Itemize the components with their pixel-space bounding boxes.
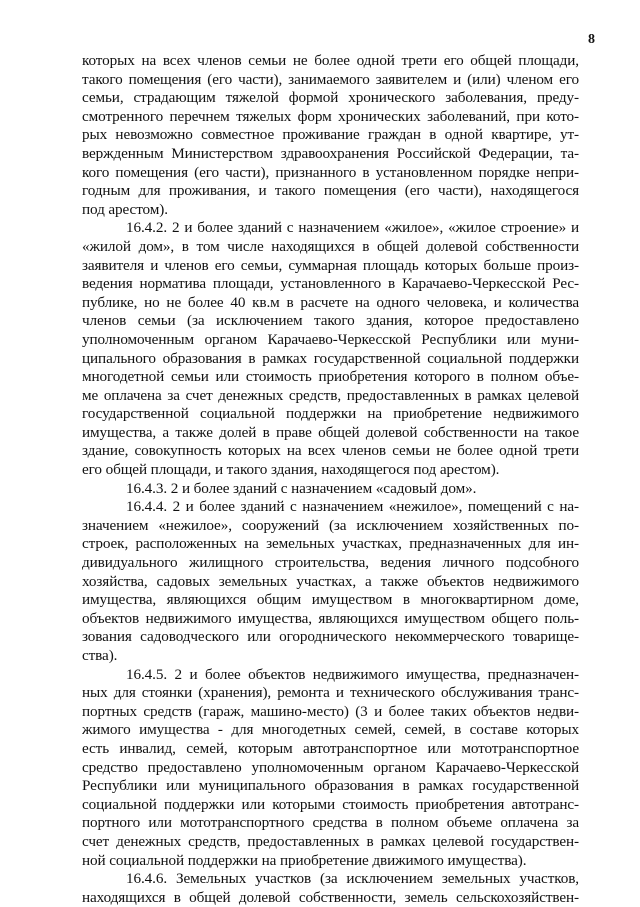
text-line: членов семьи (за исключением такого здания, которое предоставлено: [82, 312, 579, 330]
text-line: дивидуального жилищного строительства, ведения личного подсобного: [82, 554, 579, 572]
text-line: ства).: [82, 647, 118, 664]
text-line: значением «нежилое», сооружений (за исключением хозяйственных по-: [82, 516, 579, 534]
text-line: 16.4.2. 2 и более зданий с назначением «жилое», «жилое строение» и: [126, 219, 579, 237]
text-line: ципального образования в рамках государственной социальной поддержки: [82, 349, 579, 367]
text-line: смотренного перечнем тяжелых форм хронических заболеваний, при кото-: [82, 107, 579, 125]
text-line: 16.4.4. 2 и более зданий с назначением «нежилое», помещений с на-: [126, 498, 579, 516]
text-line: Республики или муниципального образования в рамках государственной: [82, 777, 579, 795]
page-number: 8: [588, 32, 595, 47]
text-line: находящихся в общей долевой собственности, земель сельскохозяйствен-: [82, 888, 579, 906]
text-line: 16.4.3. 2 и более зданий с назначением «садовый дом».: [126, 479, 477, 497]
text-line: под арестом).: [82, 200, 168, 218]
text-line: портного или мототранспортного средства в полном объеме оплачена за: [82, 814, 579, 832]
text-line: зования садоводческого или огороднического некоммерческого товарище-: [82, 628, 579, 646]
text-line: есть инвалид, семей, которым автотранспортное или мототранспортное: [82, 739, 579, 757]
text-line: имущества, а также долей в праве общей долевой собственности на такое: [82, 423, 579, 441]
text-line: которых на всех членов семьи не более одной трети его общей площади,: [82, 52, 579, 69]
text-line: 16.4.6. Земельных участков (за исключением земельных участков,: [126, 870, 579, 888]
text-line: публике, но не более 40 кв.м в расчете на одного человека, и количества: [82, 293, 579, 311]
text-line: ной социальной поддержки на приобретение движимого имущества).: [82, 851, 527, 869]
text-line: заявителя и членов его семьи, суммарная площадь которых больше произ-: [82, 256, 579, 274]
text-line: многодетной семьи или стоимость приобретения которого в полном объе-: [82, 368, 579, 386]
text-line: жимого имущества - для многодетных семей, семей, в составе которых: [82, 721, 579, 739]
text-line: строек, расположенных на земельных участках, предназначенных для ин-: [82, 535, 579, 553]
document-body: [82, 52, 579, 907]
paragraph-p-16-4-5: [82, 666, 579, 871]
text-line: ведения норматива площади, установленного в Карачаево-Черкесской Рес-: [82, 275, 579, 293]
text-line: портных средств (гараж, машино-место) (3 и более таких объектов недви-: [82, 702, 579, 720]
text-line: рых невозможно совместное проживание граждан в одной квартире, ут-: [82, 126, 579, 144]
text-line: кого помещения (его части), признанного в установленном порядке непри-: [82, 163, 579, 181]
paragraph-p-16-4-3: [82, 480, 579, 499]
text-line: ме оплачена за счет денежных средств, предоставленных в рамках целевой: [82, 386, 579, 404]
text-line: 16.4.5. 2 и более объектов недвижимого имущества, предназначен-: [126, 665, 579, 683]
text-line: уполномоченным органом Карачаево-Черкесской Республики или муни-: [82, 330, 579, 348]
paragraph-p-continuation: [82, 52, 579, 219]
paragraph-p-16-4-4: [82, 498, 579, 665]
text-line: имущества, являющихся общим имуществом в многоквартирном доме,: [82, 591, 579, 609]
text-line: государственной социальной поддержки на приобретение недвижимого: [82, 405, 579, 423]
text-line: семьи, страдающим тяжелой формой хронического заболевания, преду-: [82, 89, 579, 107]
text-line: средство предоставлено уполномоченным органом Карачаево-Черкесской: [82, 758, 579, 776]
text-line: его общей площади, и такого здания, находящегося под арестом).: [82, 461, 500, 479]
text-line: счет денежных средств, предоставленных в рамках целевой государствен-: [82, 832, 579, 850]
text-line: ных для стоянки (хранения), ремонта и технического обслуживания транс-: [82, 684, 579, 702]
text-line: объектов недвижимого имущества, являющихся имуществом общего поль-: [82, 609, 579, 627]
text-line: годным для проживания, и такого помещения (его части), находящегося: [82, 182, 579, 200]
text-line: «жилой дом», в том числе находящихся в общей долевой собственности: [82, 237, 579, 255]
text-line: здание, совокупность которых на всех членов семьи не более одной трети: [82, 442, 579, 460]
paragraph-p-16-4-2: [82, 219, 579, 479]
text-line: вержденным Министерством здравоохранения Российской Федерации, та-: [82, 144, 579, 162]
text-line: такого помещения (его части), занимаемого заявителем и (или) членом его: [82, 70, 579, 88]
paragraph-p-16-4-6: [82, 870, 579, 907]
text-line: хозяйства, садовых земельных участках, а также объектов недвижимого: [82, 572, 579, 590]
text-line: социальной поддержки или которыми стоимость приобретения автотранс-: [82, 795, 579, 813]
